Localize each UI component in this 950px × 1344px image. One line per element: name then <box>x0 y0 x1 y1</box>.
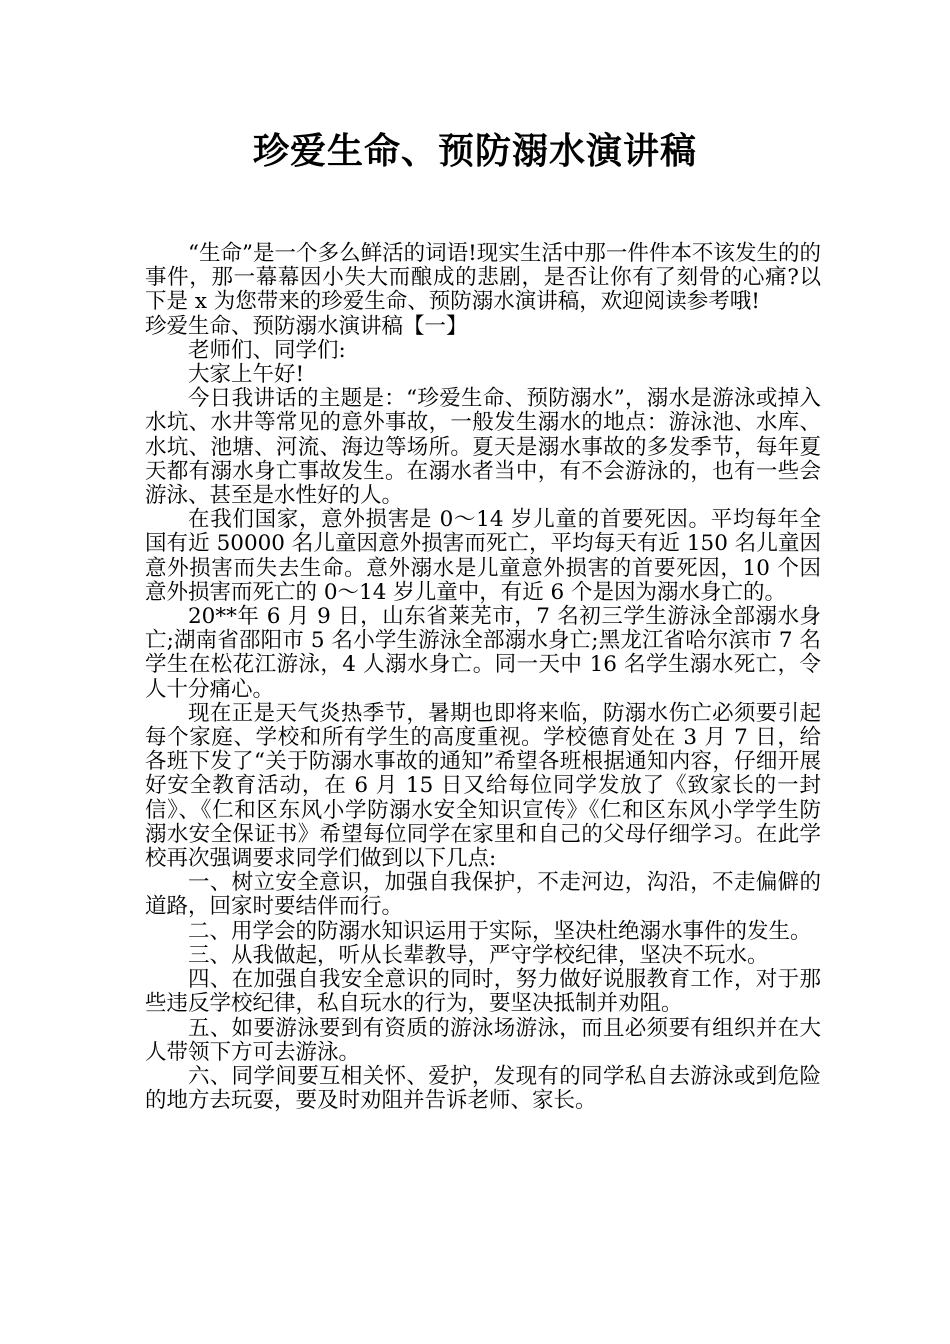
list-item: 六、同学间要互相关怀、爱护，发现有的同学私自去游泳或到危险的地方去玩耍，要及时劝阻并告诉老师、家长。 <box>145 1063 821 1114</box>
list-item: 二、用学会的防溺水知识运用于实际，坚决杜绝溺水事件的发生。 <box>188 918 812 944</box>
list-item: 五、如要游泳要到有资质的游泳场游泳，而且必须要有组织并在大人带领下方可去游泳。 <box>145 1015 821 1065</box>
paragraph-intro: “生命”是一个多么鲜活的词语!现实生活中那一件件本不该发生的的事件，那一幕幕因小失大而酿成的悲剧，是否让你有了刻骨的心痛?以下是 x 为您带来的珍爱生命、预防溺水演讲稿，欢迎阅读参考哦! <box>145 241 821 315</box>
document-title: 珍爱生命、预防溺水演讲稿 <box>252 131 697 172</box>
paragraph: 20**年 6 月 9 日，山东省莱芜市，7 名初三学生游泳全部溺水身亡;湖南省邵阳市 5 名小学生游泳全部溺水身亡;黑龙江省哈尔滨市 7 名学生在松花江游泳，4 人溺水身亡。同一天中 16 名学生溺水死亡，令人十分痛心。 <box>145 604 821 702</box>
section-heading: 珍爱生命、预防溺水演讲稿【一】 <box>145 313 468 339</box>
list-item: 一、树立安全意识，加强自我保护，不走河边，沟沿，不走偏僻的道路，回家时要结伴而行。 <box>145 870 821 920</box>
document-body <box>145 242 821 1113</box>
paragraph: 今日我讲话的主题是：“珍爱生命、预防溺水”，溺水是游泳或掉入水坑、水井等常见的意外事故，一般发生溺水的地点：游泳池、水库、水坑、池塘、河流、海边等场所。夏天是溺水事故的多发季节，每年夏天都有溺水身亡事故发生。在溺水者当中，有不会游泳的，也有一些会游泳、甚至是水性好的人。 <box>145 386 821 509</box>
paragraph: 现在正是天气炎热季节，暑期也即将来临，防溺水伤亡必须要引起每个家庭、学校和所有学生的高度重视。学校德育处在 3 月 7 日，给各班下发了“关于防溺水事故的通知”希望各班根据通知内容，仔细开展好安全教育活动，在 6 月 15 日又给每位同学发放了《致家长的一封信》、《仁和区东风小学防溺水安全知识宣传》《仁和区东风小学学生防溺水安全保证书》希望每位同学在家里和自己的父母仔细学习。在此学校再次强调要求同学们做到以下几点: <box>145 700 821 872</box>
paragraph-salutation: 老师们、同学们: <box>188 337 346 363</box>
list-item: 三、从我做起，听从长辈教导，严守学校纪律，坚决不玩水。 <box>188 942 769 968</box>
paragraph: 在我们国家，意外损害是 0～14 岁儿童的首要死因。平均每年全国有近 50000 名儿童因意外损害而死亡，平均每天有近 150 名儿童因意外损害而失去生命。意外溺水是儿童意外损害的首要死因，10 个因意外损害而死亡的 0～14 岁儿童中，有近 6 个是因为溺水身亡的。 <box>145 507 821 605</box>
paragraph-greeting: 大家上午好! <box>188 362 305 388</box>
list-item: 四、在加强自我安全意识的同时，努力做好说服教育工作，对于那些违反学校纪律，私自玩水的行为，要坚决抵制并劝阻。 <box>145 967 821 1017</box>
